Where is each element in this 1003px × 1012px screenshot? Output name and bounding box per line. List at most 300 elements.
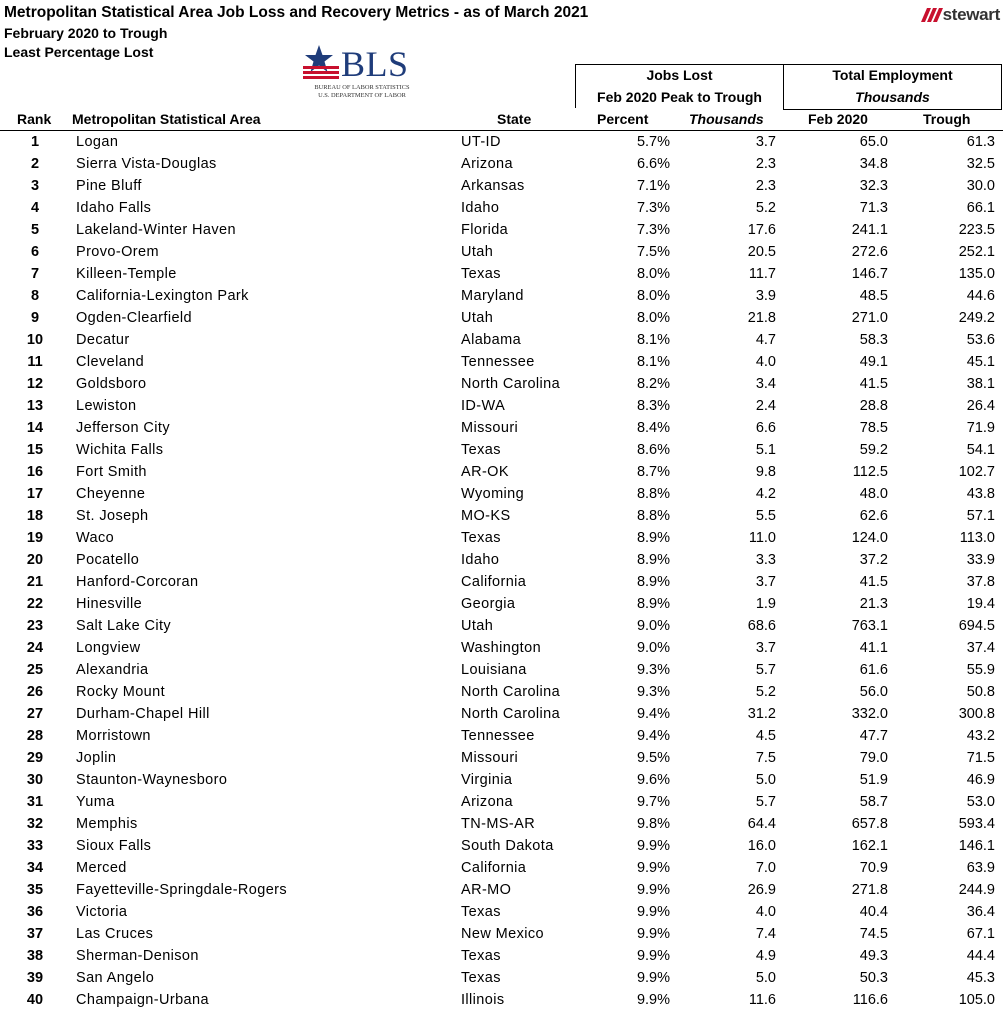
percent-cell: 9.3%	[636, 662, 670, 678]
msa-table-body	[0, 131, 1003, 1011]
msa-cell: Cleveland	[76, 354, 145, 370]
state-cell: Texas	[461, 530, 501, 546]
msa-cell: Pocatello	[76, 552, 140, 568]
state-cell: Wyoming	[461, 486, 525, 502]
rank-cell: 5	[30, 222, 40, 238]
thousands-cell: 4.7	[755, 332, 776, 348]
trough-cell: 244.9	[958, 882, 995, 898]
rank-cell: 10	[26, 332, 44, 348]
trough-cell: 36.4	[966, 904, 995, 920]
rank-cell: 27	[26, 706, 44, 722]
trough-cell: 32.5	[966, 156, 995, 172]
thousands-cell: 5.7	[755, 794, 776, 810]
percent-cell: 7.3%	[636, 222, 670, 238]
report-title: Metropolitan Statistical Area Job Loss and Recovery Metrics - as of March 2021	[4, 4, 589, 21]
msa-cell: Yuma	[76, 794, 115, 810]
percent-cell: 8.6%	[636, 442, 670, 458]
feb2020-cell: 272.6	[851, 244, 888, 260]
thousands-cell: 5.2	[755, 200, 776, 216]
rank-cell: 3	[30, 178, 40, 194]
thousands-cell: 3.7	[755, 574, 776, 590]
trough-cell: 135.0	[958, 266, 995, 282]
trough-cell: 249.2	[958, 310, 995, 326]
percent-cell: 9.0%	[636, 618, 670, 634]
state-cell: North Carolina	[461, 706, 561, 722]
thousands-cell: 7.4	[755, 926, 776, 942]
feb2020-cell: 34.8	[859, 156, 888, 172]
thousands-cell: 4.9	[755, 948, 776, 964]
percent-cell: 8.2%	[636, 376, 670, 392]
state-cell: Georgia	[461, 596, 516, 612]
feb2020-cell: 41.1	[859, 640, 888, 656]
feb2020-cell: 49.3	[859, 948, 888, 964]
feb2020-cell: 58.7	[859, 794, 888, 810]
rank-cell: 14	[26, 420, 44, 436]
feb2020-cell: 21.3	[859, 596, 888, 612]
stewart-brand	[921, 5, 1000, 25]
percent-cell: 8.4%	[636, 420, 670, 436]
table-row	[0, 549, 1003, 571]
percent-cell: 7.5%	[636, 244, 670, 260]
state-cell: Arkansas	[461, 178, 525, 194]
feb2020-cell: 332.0	[851, 706, 888, 722]
table-row	[0, 241, 1003, 263]
percent-cell: 9.7%	[636, 794, 670, 810]
percent-cell: 8.3%	[636, 398, 670, 414]
feb2020-cell: 51.9	[859, 772, 888, 788]
state-cell: Washington	[461, 640, 542, 656]
feb2020-cell: 40.4	[859, 904, 888, 920]
percent-cell: 9.0%	[636, 640, 670, 656]
msa-cell: Lakeland-Winter Haven	[76, 222, 236, 238]
thousands-cell: 4.0	[755, 904, 776, 920]
trough-cell: 50.8	[966, 684, 995, 700]
total-employment-header: Total Employment	[832, 67, 953, 83]
table-row	[0, 439, 1003, 461]
state-cell: Idaho	[461, 552, 500, 568]
thousands-cell: 1.9	[755, 596, 776, 612]
feb2020-cell: 162.1	[851, 838, 888, 854]
feb2020-cell: 271.8	[851, 882, 888, 898]
percent-cell: 7.3%	[636, 200, 670, 216]
rank-cell: 25	[26, 662, 44, 678]
trough-cell: 63.9	[966, 860, 995, 876]
trough-cell: 102.7	[958, 464, 995, 480]
state-cell: Utah	[461, 618, 494, 634]
feb2020-cell: 112.5	[852, 464, 888, 480]
state-cell: Texas	[461, 948, 501, 964]
rank-cell: 7	[30, 266, 40, 282]
thousands-cell: 9.8	[755, 464, 776, 480]
table-row	[0, 461, 1003, 483]
trough-cell: 105.0	[958, 992, 995, 1008]
feb2020-cell: 37.2	[859, 552, 888, 568]
msa-cell: Waco	[76, 530, 115, 546]
rank-cell: 2	[30, 156, 40, 172]
rank-cell: 16	[26, 464, 44, 480]
rank-cell: 33	[26, 838, 44, 854]
jobs-lost-subheader: Feb 2020 Peak to Trough	[597, 89, 762, 105]
rank-cell: 38	[26, 948, 44, 964]
table-row	[0, 373, 1003, 395]
msa-cell: Jefferson City	[76, 420, 170, 436]
table-row	[0, 769, 1003, 791]
thousands-cell: 3.4	[755, 376, 776, 392]
total-employment-subheader: Thousands	[855, 89, 930, 105]
rank-cell: 28	[26, 728, 44, 744]
report-subtitle-sort: Least Percentage Lost	[4, 44, 154, 60]
msa-cell: Fayetteville-Springdale-Rogers	[76, 882, 288, 898]
state-cell: Tennessee	[461, 354, 535, 370]
trough-cell: 53.0	[966, 794, 995, 810]
percent-cell: 9.9%	[636, 882, 670, 898]
col-header-state: State	[497, 111, 532, 127]
bls-star-icon	[303, 44, 343, 84]
table-row	[0, 175, 1003, 197]
rank-cell: 13	[26, 398, 44, 414]
trough-cell: 38.1	[966, 376, 995, 392]
state-cell: New Mexico	[461, 926, 544, 942]
rank-cell: 32	[26, 816, 44, 832]
col-header-msa: Metropolitan Statistical Area	[72, 111, 261, 127]
state-cell: Tennessee	[461, 728, 535, 744]
msa-cell: California-Lexington Park	[76, 288, 249, 304]
bls-logo-text: BLS	[341, 44, 409, 84]
state-cell: Maryland	[461, 288, 524, 304]
rank-cell: 20	[26, 552, 44, 568]
table-row	[0, 219, 1003, 241]
rank-cell: 34	[26, 860, 44, 876]
table-row	[0, 615, 1003, 637]
trough-cell: 146.1	[958, 838, 995, 854]
percent-cell: 7.1%	[636, 178, 670, 194]
msa-cell: Morristown	[76, 728, 151, 744]
table-row	[0, 725, 1003, 747]
state-cell: UT-ID	[461, 134, 501, 150]
state-cell: Louisiana	[461, 662, 527, 678]
rank-cell: 1	[30, 134, 40, 150]
state-cell: Missouri	[461, 420, 519, 436]
thousands-cell: 2.4	[755, 398, 776, 414]
thousands-cell: 5.5	[755, 508, 776, 524]
state-cell: AR-OK	[461, 464, 509, 480]
percent-cell: 8.1%	[636, 332, 670, 348]
table-row	[0, 351, 1003, 373]
col-header-feb2020: Feb 2020	[808, 111, 868, 127]
thousands-cell: 2.3	[755, 178, 776, 194]
rank-cell: 19	[26, 530, 44, 546]
state-cell: Texas	[461, 970, 501, 986]
feb2020-cell: 146.7	[851, 266, 888, 282]
thousands-cell: 4.2	[755, 486, 776, 502]
thousands-cell: 3.7	[755, 640, 776, 656]
thousands-cell: 3.9	[755, 288, 776, 304]
col-header-trough: Trough	[923, 111, 971, 127]
rank-cell: 8	[30, 288, 40, 304]
msa-cell: Champaign-Urbana	[76, 992, 209, 1008]
thousands-cell: 5.7	[755, 662, 776, 678]
table-row	[0, 659, 1003, 681]
bls-logo	[303, 44, 415, 100]
msa-cell: Las Cruces	[76, 926, 154, 942]
msa-cell: Decatur	[76, 332, 130, 348]
percent-cell: 9.9%	[636, 904, 670, 920]
msa-cell: Alexandria	[76, 662, 149, 678]
feb2020-cell: 47.7	[859, 728, 888, 744]
trough-cell: 53.6	[966, 332, 995, 348]
table-row	[0, 835, 1003, 857]
thousands-cell: 3.7	[755, 134, 776, 150]
percent-cell: 5.7%	[636, 134, 670, 150]
thousands-cell: 4.5	[755, 728, 776, 744]
table-row	[0, 483, 1003, 505]
table-row	[0, 681, 1003, 703]
percent-cell: 9.6%	[636, 772, 670, 788]
thousands-cell: 68.6	[747, 618, 776, 634]
percent-cell: 8.8%	[636, 508, 670, 524]
col-header-thousands: Thousands	[689, 111, 764, 127]
msa-cell: Logan	[76, 134, 119, 150]
msa-cell: Killeen-Temple	[76, 266, 177, 282]
table-row	[0, 923, 1003, 945]
thousands-cell: 17.6	[747, 222, 776, 238]
table-row	[0, 571, 1003, 593]
feb2020-cell: 56.0	[859, 684, 888, 700]
trough-cell: 223.5	[958, 222, 995, 238]
msa-cell: Joplin	[76, 750, 117, 766]
thousands-cell: 2.3	[755, 156, 776, 172]
report-subtitle-period: February 2020 to Trough	[4, 25, 168, 41]
trough-cell: 44.4	[966, 948, 995, 964]
table-row	[0, 945, 1003, 967]
trough-cell: 46.9	[966, 772, 995, 788]
table-row	[0, 703, 1003, 725]
state-cell: California	[461, 574, 527, 590]
trough-cell: 71.5	[966, 750, 995, 766]
thousands-cell: 11.7	[748, 266, 776, 282]
thousands-cell: 4.0	[755, 354, 776, 370]
table-row	[0, 329, 1003, 351]
percent-cell: 9.9%	[636, 970, 670, 986]
percent-cell: 8.0%	[636, 310, 670, 326]
table-row	[0, 417, 1003, 439]
percent-cell: 8.9%	[636, 552, 670, 568]
msa-cell: Goldsboro	[76, 376, 147, 392]
bls-logo-line2: U.S. DEPARTMENT OF LABOR	[318, 91, 406, 99]
msa-cell: Ogden-Clearfield	[76, 310, 193, 326]
percent-cell: 8.9%	[636, 596, 670, 612]
thousands-cell: 11.0	[748, 530, 776, 546]
trough-cell: 67.1	[966, 926, 995, 942]
table-row	[0, 967, 1003, 989]
bls-logo-line1: BUREAU OF LABOR STATISTICS	[314, 84, 410, 91]
percent-cell: 8.9%	[636, 574, 670, 590]
rank-cell: 40	[26, 992, 44, 1008]
thousands-cell: 21.8	[747, 310, 776, 326]
rank-cell: 30	[26, 772, 44, 788]
feb2020-cell: 78.5	[859, 420, 888, 436]
table-row	[0, 395, 1003, 417]
feb2020-cell: 62.6	[859, 508, 888, 524]
trough-cell: 71.9	[966, 420, 995, 436]
feb2020-cell: 70.9	[859, 860, 888, 876]
rank-cell: 39	[26, 970, 44, 986]
thousands-cell: 20.5	[747, 244, 776, 260]
table-row	[0, 153, 1003, 175]
state-cell: Idaho	[461, 200, 500, 216]
trough-cell: 55.9	[966, 662, 995, 678]
state-cell: Virginia	[461, 772, 513, 788]
thousands-cell: 5.1	[755, 442, 776, 458]
feb2020-cell: 58.3	[859, 332, 888, 348]
trough-cell: 300.8	[958, 706, 995, 722]
thousands-cell: 6.6	[755, 420, 776, 436]
state-cell: Alabama	[461, 332, 522, 348]
percent-cell: 8.7%	[636, 464, 670, 480]
state-cell: North Carolina	[461, 376, 561, 392]
msa-cell: Pine Bluff	[76, 178, 142, 194]
table-row	[0, 791, 1003, 813]
feb2020-cell: 59.2	[859, 442, 888, 458]
feb2020-cell: 241.1	[851, 222, 888, 238]
trough-cell: 252.1	[958, 244, 995, 260]
table-row	[0, 197, 1003, 219]
feb2020-cell: 124.0	[851, 530, 888, 546]
msa-cell: Wichita Falls	[76, 442, 164, 458]
thousands-cell: 64.4	[747, 816, 776, 832]
feb2020-cell: 28.8	[859, 398, 888, 414]
trough-cell: 113.0	[959, 530, 995, 546]
rank-cell: 18	[26, 508, 44, 524]
state-cell: Arizona	[461, 794, 513, 810]
feb2020-cell: 271.0	[851, 310, 888, 326]
thousands-cell: 3.3	[755, 552, 776, 568]
stewart-brand-text: stewart	[942, 5, 1000, 24]
msa-cell: Sierra Vista-Douglas	[76, 156, 217, 172]
stewart-logo-icon	[921, 8, 943, 22]
thousands-cell: 7.5	[755, 750, 776, 766]
state-cell: Utah	[461, 310, 494, 326]
feb2020-cell: 41.5	[859, 574, 888, 590]
thousands-cell: 26.9	[747, 882, 776, 898]
bls-logo-subtitle	[309, 84, 415, 99]
rank-cell: 15	[26, 442, 44, 458]
rank-cell: 36	[26, 904, 44, 920]
percent-cell: 9.9%	[636, 948, 670, 964]
percent-cell: 9.9%	[636, 992, 670, 1008]
feb2020-cell: 32.3	[859, 178, 888, 194]
feb2020-cell: 61.6	[859, 662, 888, 678]
feb2020-cell: 41.5	[859, 376, 888, 392]
msa-cell: Longview	[76, 640, 141, 656]
feb2020-cell: 116.6	[852, 992, 888, 1008]
percent-cell: 8.1%	[636, 354, 670, 370]
msa-cell: Salt Lake City	[76, 618, 172, 634]
trough-cell: 45.1	[966, 354, 995, 370]
state-cell: TN-MS-AR	[461, 816, 536, 832]
percent-cell: 8.8%	[636, 486, 670, 502]
table-row	[0, 285, 1003, 307]
msa-cell: Lewiston	[76, 398, 137, 414]
state-cell: Utah	[461, 244, 494, 260]
rank-cell: 22	[26, 596, 44, 612]
rank-cell: 35	[26, 882, 44, 898]
table-row	[0, 637, 1003, 659]
rank-cell: 29	[26, 750, 44, 766]
msa-cell: Rocky Mount	[76, 684, 166, 700]
thousands-cell: 5.0	[755, 772, 776, 788]
percent-cell: 9.3%	[636, 684, 670, 700]
feb2020-cell: 48.0	[859, 486, 888, 502]
rank-cell: 9	[30, 310, 40, 326]
col-header-rank: Rank	[17, 111, 52, 127]
table-row	[0, 131, 1003, 153]
rank-cell: 12	[26, 376, 44, 392]
state-cell: Texas	[461, 904, 501, 920]
col-header-percent: Percent	[597, 111, 649, 127]
trough-cell: 45.3	[966, 970, 995, 986]
percent-cell: 8.9%	[636, 530, 670, 546]
feb2020-cell: 74.5	[859, 926, 888, 942]
table-row	[0, 857, 1003, 879]
trough-cell: 43.8	[966, 486, 995, 502]
table-row	[0, 747, 1003, 769]
feb2020-cell: 50.3	[859, 970, 888, 986]
trough-cell: 43.2	[966, 728, 995, 744]
trough-cell: 37.4	[966, 640, 995, 656]
state-cell: Arizona	[461, 156, 513, 172]
trough-cell: 66.1	[966, 200, 995, 216]
feb2020-cell: 763.1	[851, 618, 888, 634]
rank-cell: 21	[26, 574, 44, 590]
table-row	[0, 901, 1003, 923]
feb2020-cell: 48.5	[859, 288, 888, 304]
rank-cell: 24	[26, 640, 44, 656]
table-row	[0, 263, 1003, 285]
msa-cell: San Angelo	[76, 970, 155, 986]
table-row	[0, 879, 1003, 901]
trough-cell: 44.6	[966, 288, 995, 304]
percent-cell: 9.9%	[636, 860, 670, 876]
trough-cell: 33.9	[966, 552, 995, 568]
thousands-cell: 5.2	[755, 684, 776, 700]
msa-cell: Fort Smith	[76, 464, 147, 480]
table-row	[0, 307, 1003, 329]
table-row	[0, 989, 1003, 1011]
jobs-lost-header: Jobs Lost	[646, 67, 713, 83]
state-cell: Illinois	[461, 992, 505, 1008]
msa-cell: Cheyenne	[76, 486, 146, 502]
state-cell: Texas	[461, 266, 501, 282]
state-cell: Missouri	[461, 750, 519, 766]
thousands-cell: 7.0	[755, 860, 776, 876]
msa-cell: Staunton-Waynesboro	[76, 772, 228, 788]
feb2020-cell: 65.0	[859, 134, 888, 150]
state-cell: Texas	[461, 442, 501, 458]
msa-cell: Sherman-Denison	[76, 948, 199, 964]
table-row	[0, 593, 1003, 615]
percent-cell: 8.0%	[636, 266, 670, 282]
state-cell: California	[461, 860, 527, 876]
percent-cell: 9.4%	[636, 706, 670, 722]
msa-cell: Durham-Chapel Hill	[76, 706, 210, 722]
table-row	[0, 813, 1003, 835]
msa-cell: St. Joseph	[76, 508, 149, 524]
trough-cell: 19.4	[966, 596, 995, 612]
rank-cell: 23	[26, 618, 44, 634]
rank-cell: 31	[26, 794, 44, 810]
rank-cell: 11	[27, 354, 43, 370]
